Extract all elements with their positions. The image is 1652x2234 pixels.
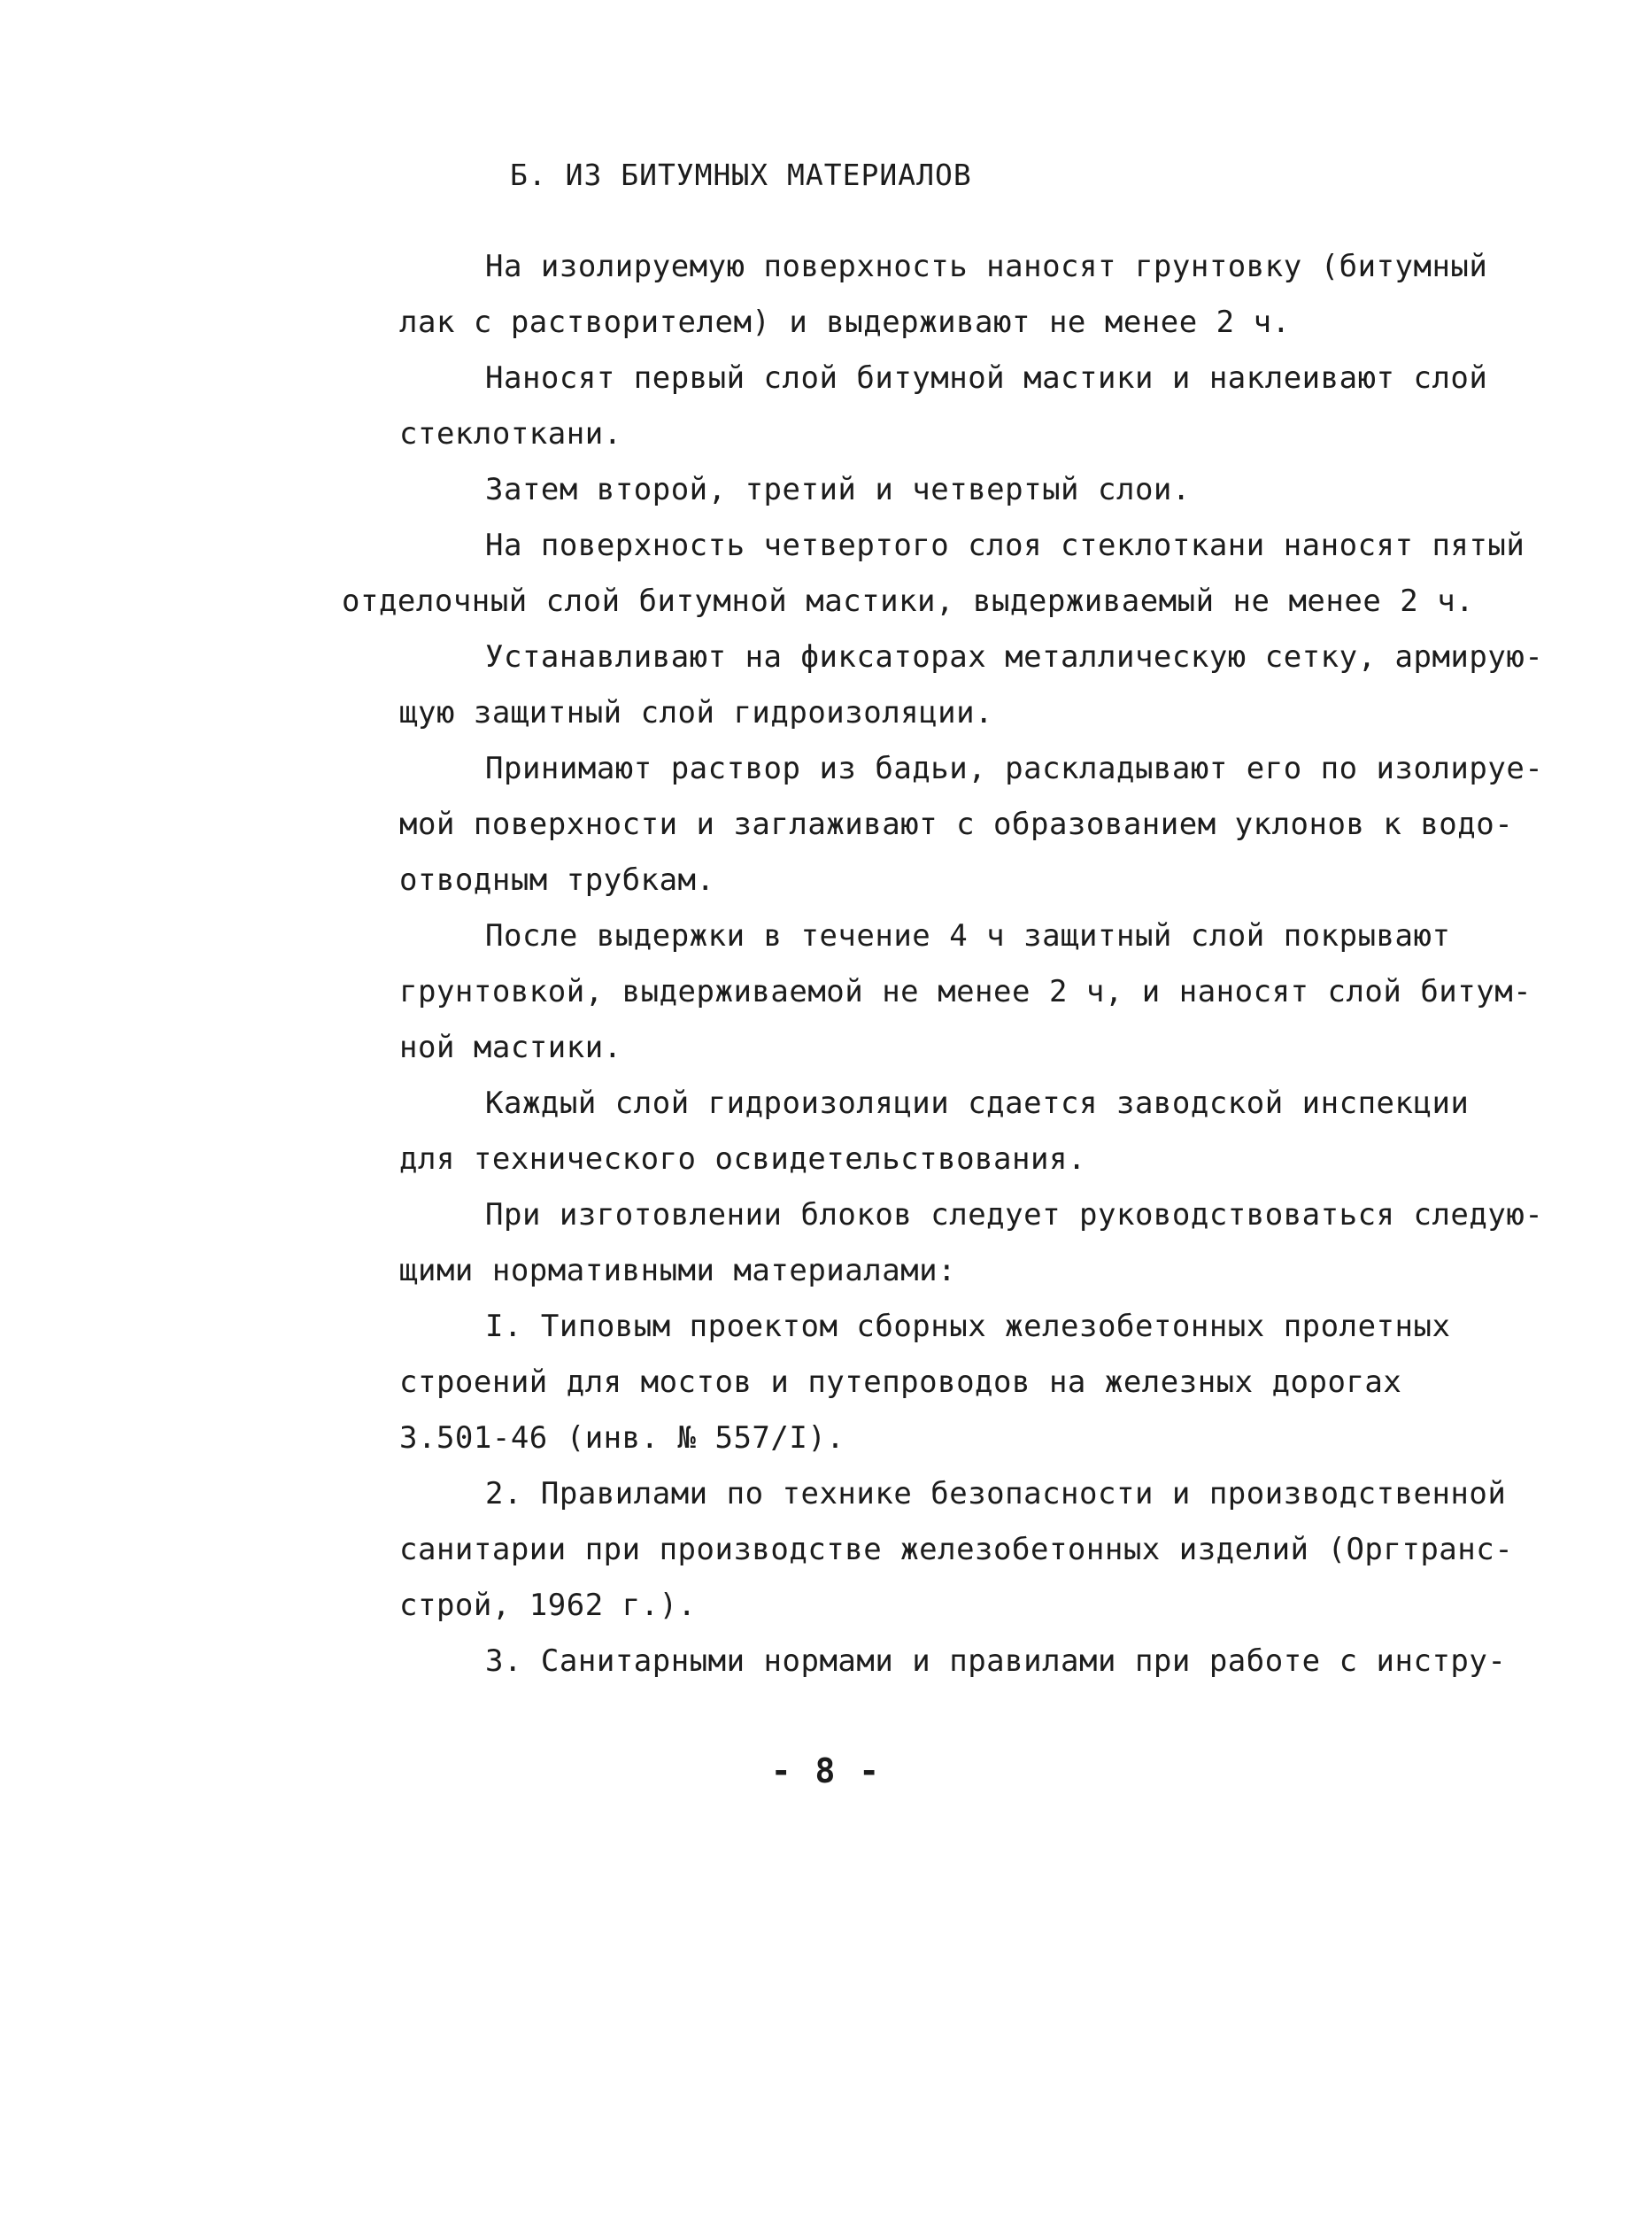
- paragraph: [0, 741, 1652, 908]
- text-line: I. Типовым проектом сборных железобетонных пролетных: [485, 1309, 1451, 1344]
- paragraph: [0, 1076, 1652, 1187]
- text-line: Устанавливают на фиксаторах металлическую сетку, армирую-: [485, 639, 1544, 675]
- paragraph: [0, 908, 1652, 1076]
- section-heading: Б. ИЗ БИТУМНЫХ МАТЕРИАЛОВ: [510, 158, 972, 192]
- text-line: На изолируемую поверхность наносят грунтовку (битумный: [485, 249, 1488, 284]
- text-line: щую защитный слой гидроизоляции.: [399, 695, 994, 730]
- text-line: ной мастики.: [399, 1030, 622, 1065]
- text-line: санитарии при производстве железобетонных изделий (Оргтранс-: [399, 1532, 1514, 1567]
- text-line: 2. Правилами по технике безопасности и производственной: [485, 1476, 1507, 1511]
- paragraph: [0, 239, 1652, 351]
- text-line: отводным трубкам.: [399, 862, 715, 898]
- text-line: строений для мостов и путепроводов на железных дорогах: [399, 1364, 1402, 1400]
- text-line: При изготовлении блоков следует руководствоваться следую-: [485, 1197, 1544, 1233]
- page-number: - 8 -: [770, 1751, 882, 1790]
- paragraph: [0, 630, 1652, 741]
- paragraph: [0, 1466, 1652, 1634]
- text-line: мой поверхности и заглаживают с образованием уклонов к водо-: [399, 807, 1514, 842]
- paragraph: [0, 462, 1652, 518]
- paragraph: [0, 1187, 1652, 1299]
- text-line: Затем второй, третий и четвертый слои.: [485, 472, 1191, 507]
- text-line: щими нормативными материалами:: [399, 1253, 957, 1288]
- text-line: Принимают раствор из бадьи, раскладывают его по изолируе-: [485, 751, 1544, 786]
- text-line: 3. Санитарными нормами и правилами при работе с инстру-: [485, 1643, 1507, 1679]
- paragraph: [0, 518, 1652, 630]
- text-line: для технического освидетельствования.: [399, 1141, 1086, 1177]
- text-line: 3.501-46 (инв. № 557/I).: [399, 1420, 845, 1456]
- text-line: Наносят первый слой битумной мастики и наклеивают слой: [485, 360, 1488, 396]
- text-line: отделочный слой битумной мастики, выдерживаемый не менее 2 ч.: [342, 584, 1475, 619]
- text-line: лак с растворителем) и выдерживают не менее 2 ч.: [399, 305, 1291, 340]
- text-line: Каждый слой гидроизоляции сдается заводской инспекции: [485, 1086, 1470, 1121]
- paragraph: [0, 1299, 1652, 1466]
- text-line: строй, 1962 г.).: [399, 1588, 697, 1623]
- paragraph: [0, 1634, 1652, 1689]
- paragraph: [0, 351, 1652, 462]
- text-line: стеклоткани.: [399, 416, 622, 452]
- text-line: На поверхность четвертого слоя стеклоткани наносят пятый: [485, 528, 1525, 563]
- text-line: После выдержки в течение 4 ч защитный слой покрывают: [485, 918, 1451, 954]
- text-line: грунтовкой, выдерживаемой не менее 2 ч, и наносят слой битум-: [399, 974, 1532, 1009]
- document-body: [0, 239, 1652, 1689]
